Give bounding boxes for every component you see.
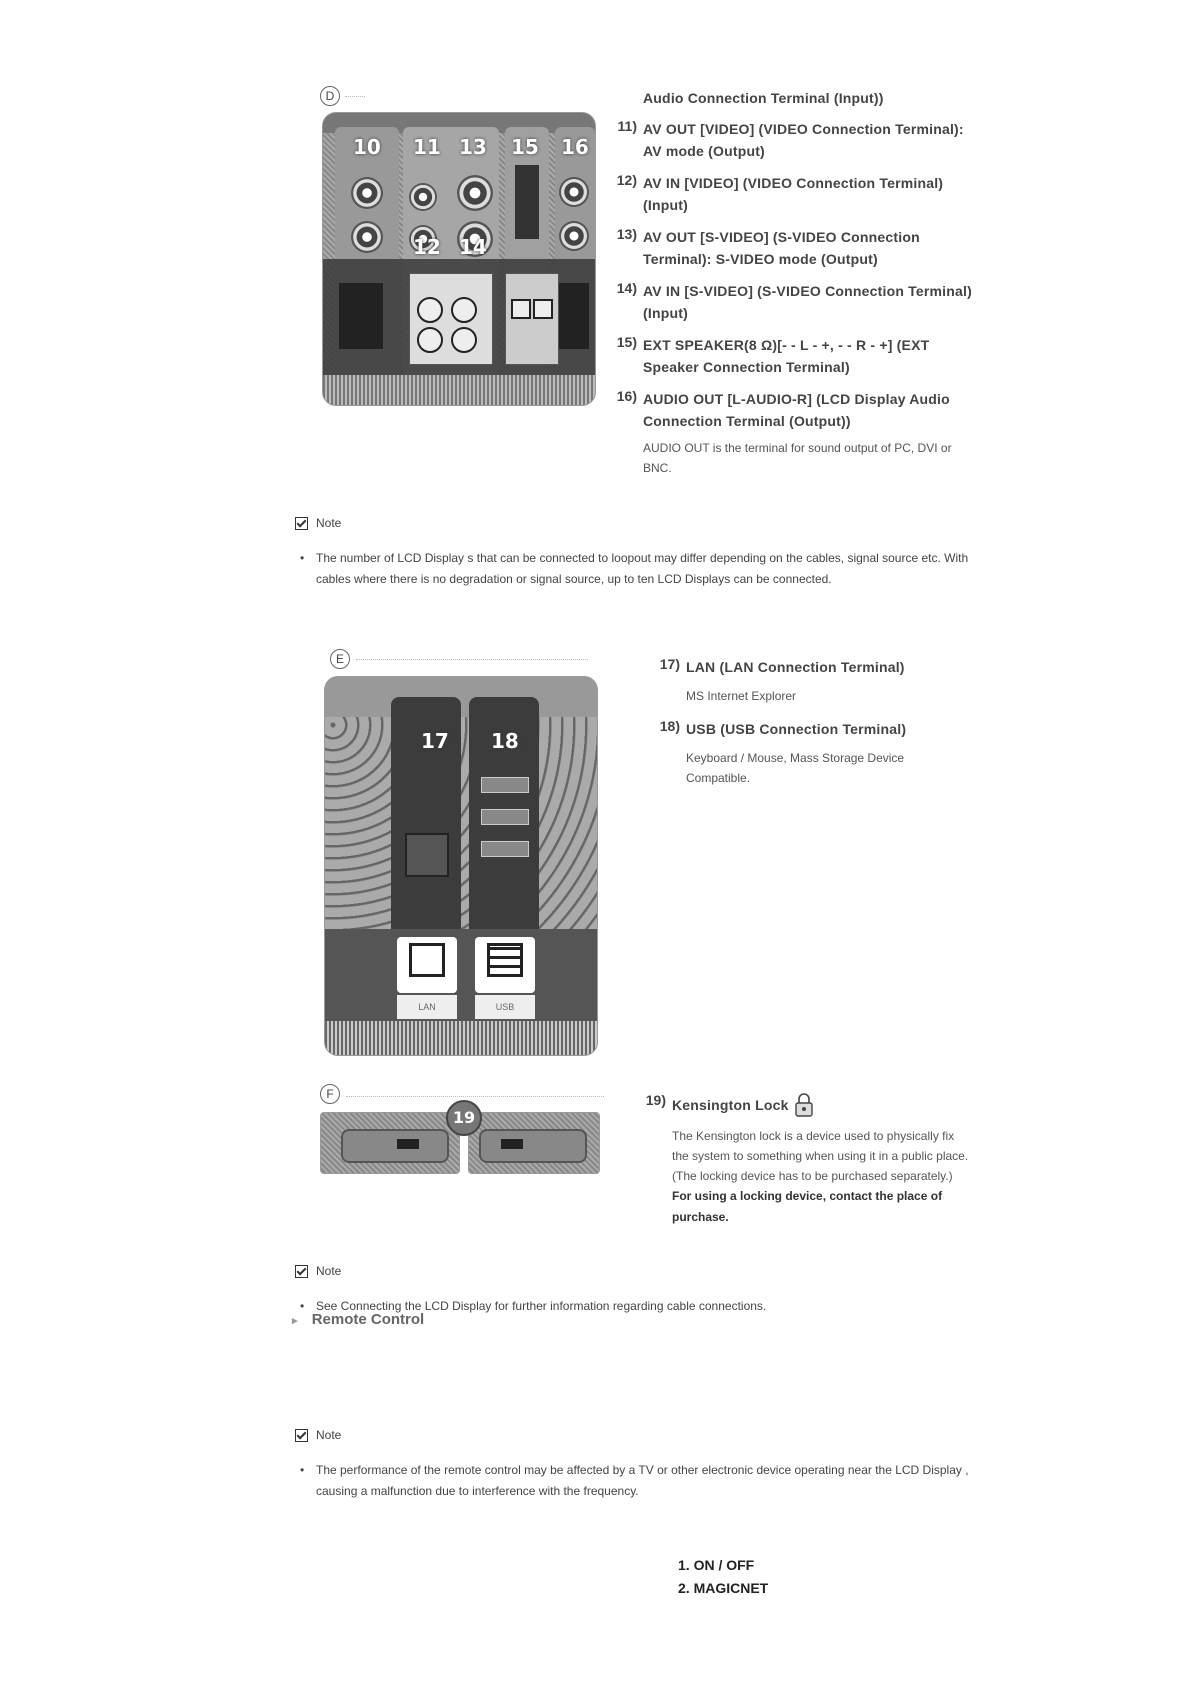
item-number: 17) [659,656,680,672]
note-label: Note [316,516,342,530]
item-title: AUDIO OUT [L-AUDIO-R] (LCD Display Audio Connection Terminal (Output)) [643,391,950,429]
panel-f-photo-right [468,1112,600,1174]
note-heading [295,516,341,530]
callout-18: 18 [491,729,519,753]
note-label: Note [316,1264,342,1278]
item-title: EXT SPEAKER(8 Ω)[- - L - +, - - R - +] (EXT Speaker Connection Terminal) [643,337,930,375]
item-17 [659,656,1016,706]
note-label: Note [316,1428,342,1442]
callout-13: 13 [459,135,487,159]
item-18 [659,718,946,788]
checkbox-icon [295,1265,308,1278]
panel-d-label: D [320,86,340,106]
usb-port-icon [487,943,523,977]
item-description: Keyboard / Mouse, Mass Storage Device Compatible. [686,751,905,785]
item-number: 18) [659,718,680,734]
note-bullet: • The performance of the remote control may be affected by a TV or other electronic device operating near the LCD Display , causing a malfunction due to interference with the frequency. [296,1460,1006,1502]
panel-f-label: F [320,1084,340,1104]
remote-list-item-2: 2. MAGICNET [678,1580,769,1596]
item-title: USB (USB Connection Terminal) [686,721,907,737]
callout-17: 17 [421,729,449,753]
item-title: AV OUT [S-VIDEO] (S-VIDEO Connection Terminal): S-VIDEO mode (Output) [643,229,920,267]
item-19 [645,1092,972,1228]
item-number: 13) [616,226,637,242]
item-description: MS Internet Explorer [686,689,797,703]
item-number: 14) [616,280,637,296]
item-16 [616,388,973,478]
lan-port-icon [409,943,445,977]
item-title: Kensington Lock [672,1097,789,1113]
item-number: 16) [616,388,637,404]
note-bullet: • See Connecting the LCD Display for further information regarding cable connections. [296,1296,1006,1317]
usb-label: USB [475,995,535,1019]
item-title: LAN (LAN Connection Terminal) [686,659,905,675]
callout-16: 16 [561,135,589,159]
item-13 [616,226,973,270]
item-number: 11) [617,118,637,134]
panel-e-photo [324,676,598,1056]
item-number: 12) [616,172,637,188]
panel-e-dots [356,659,588,660]
item-14 [616,280,973,324]
panel-e-label: E [330,649,350,669]
arrow-icon: ▸ [292,1315,298,1327]
item-number: 15) [616,334,637,350]
intro-title: Audio Connection Terminal (Input)) [643,90,884,106]
item-description: AUDIO OUT is the terminal for sound output of PC, DVI or BNC. [643,441,952,475]
item-title: AV IN [S-VIDEO] (S-VIDEO Connection Terminal) (Input) [643,283,972,321]
lan-label: LAN [397,995,457,1019]
item-description: The Kensington lock is a device used to physically fix the system to something when using it in a public place. (The locking device has to be purchased separately.) [672,1129,969,1183]
lock-icon [793,1092,815,1118]
panel-d-dots [345,96,365,97]
callout-12: 12 [413,235,441,259]
checkbox-icon [295,1429,308,1442]
item-12 [616,172,973,216]
callout-11: 11 [413,135,441,159]
item-15 [616,334,973,378]
note-bullet: • The number of LCD Display s that can be connected to loopout may differ depending on the cables, signal source etc. With cables where there is no degradation or signal source, up to ten LCD Displays can be connected. [296,548,1006,590]
remote-list-item-1: 1. ON / OFF [678,1557,755,1573]
item-number: 19) [645,1092,666,1108]
callout-15: 15 [511,135,539,159]
item-title: AV OUT [VIDEO] (VIDEO Connection Terminal): AV mode (Output) [643,121,964,159]
item-11 [617,118,973,162]
checkbox-icon [295,517,308,530]
panel-f-dots [346,1096,604,1097]
callout-10: 10 [353,135,381,159]
callout-14: 14 [459,235,487,259]
panel-f-photo-left [320,1112,460,1174]
section-title-remote[interactable]: ▸ Remote Control [292,1311,425,1328]
item-description-bold: For using a locking device, contact the place of purchase. [672,1189,943,1224]
panel-d-photo [322,112,596,406]
item-title: AV IN [VIDEO] (VIDEO Connection Terminal) (Input) [643,175,944,213]
callout-19: 19 [446,1100,482,1136]
note-heading [295,1264,341,1278]
note-heading [295,1428,341,1442]
panel-d-intro [643,87,973,109]
